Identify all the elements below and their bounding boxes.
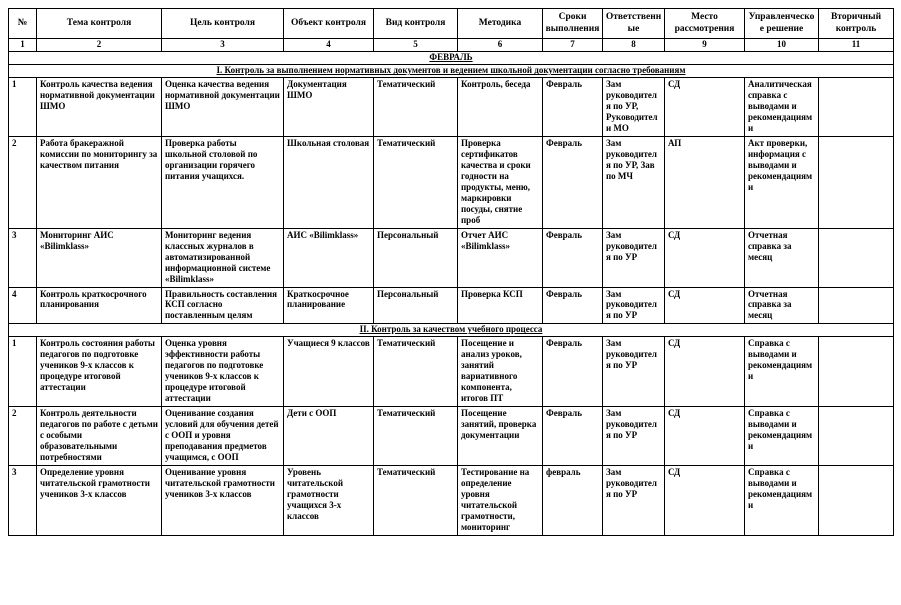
table-row (9, 78, 894, 137)
table-cell (819, 228, 894, 287)
table-cell: Зам руководителя по УР, Руководители МО (603, 78, 665, 137)
table-cell (819, 287, 894, 324)
table-cell: февраль (543, 466, 603, 536)
column-number: 3 (162, 39, 284, 52)
table-cell: Зам руководителя по УР (603, 337, 665, 407)
col-header-goal: Цель контроля (162, 9, 284, 39)
table-row (9, 337, 894, 407)
control-plan-table (8, 8, 894, 536)
table-cell: Контроль краткосрочного планирования (37, 287, 162, 324)
row-number-cell: 4 (9, 287, 37, 324)
table-cell: Февраль (543, 136, 603, 228)
table-cell: Краткосрочное планирование (284, 287, 374, 324)
table-cell: Отчет АИС «Bilimklass» (458, 228, 543, 287)
table-cell: Отчетная справка за месяц (745, 287, 819, 324)
table-cell: Школьная столовая (284, 136, 374, 228)
column-number: 5 (374, 39, 458, 52)
table-cell: Посещение занятий, проверка документации (458, 407, 543, 466)
header-row (9, 9, 894, 39)
col-header-review-place: Место рассмотрения (665, 9, 745, 39)
column-number: 11 (819, 39, 894, 52)
table-cell: Мониторинг АИС «Bilimklass» (37, 228, 162, 287)
table-cell: Февраль (543, 337, 603, 407)
table-cell: Мониторинг ведения классных журналов в автоматизированной информационной системе «Bilimklass» (162, 228, 284, 287)
column-number: 7 (543, 39, 603, 52)
month-band (9, 52, 894, 65)
table-cell: Работа бракеражной комиссии по мониторингу за качеством питания (37, 136, 162, 228)
table-cell: Аналитическая справка с выводами и рекомендациями (745, 78, 819, 137)
section-row (9, 65, 894, 78)
table-cell: АП (665, 136, 745, 228)
table-cell: СД (665, 78, 745, 137)
section-title-cell (9, 324, 894, 337)
column-number: 4 (284, 39, 374, 52)
table-cell: СД (665, 337, 745, 407)
table-cell: СД (665, 466, 745, 536)
table-cell: Персональный (374, 287, 458, 324)
column-number: 8 (603, 39, 665, 52)
table-cell: Февраль (543, 287, 603, 324)
month-band-row (9, 52, 894, 65)
table-cell: Проверка сертификатов качества и сроки годности на продукты, меню, маркировки посуды, снятие проб (458, 136, 543, 228)
table-cell: Тематический (374, 337, 458, 407)
col-header-theme: Тема контроля (37, 9, 162, 39)
table-cell: Уровень читательской грамотности учащихся 3-х классов (284, 466, 374, 536)
table-cell: Тематический (374, 78, 458, 137)
column-number: 10 (745, 39, 819, 52)
table-cell: Февраль (543, 78, 603, 137)
table-cell: Проверка КСП (458, 287, 543, 324)
table-cell: Оценка уровня эффективности работы педагогов по подготовке учеников 9-х классов к процедуре итоговой аттестации (162, 337, 284, 407)
table-cell (819, 466, 894, 536)
row-number-cell: 3 (9, 466, 37, 536)
table-cell: Акт проверки, информация с выводами и рекомендациями (745, 136, 819, 228)
row-number-cell: 1 (9, 337, 37, 407)
table-cell: Проверка работы школьной столовой по организации горячего питания учащихся. (162, 136, 284, 228)
table-cell (819, 337, 894, 407)
row-number-cell: 1 (9, 78, 37, 137)
table-cell: Тематический (374, 466, 458, 536)
col-header-type: Вид контроля (374, 9, 458, 39)
col-header-number: № (9, 9, 37, 39)
col-header-deadline: Сроки выполнения (543, 9, 603, 39)
section-title: I. Контроль за выполнением нормативных документов и ведением школьной документации согласно требованиям (216, 65, 686, 76)
column-number: 9 (665, 39, 745, 52)
row-number-cell: 3 (9, 228, 37, 287)
table-cell: Контроль состояния работы педагогов по подготовке учеников 9-х классов к процедуре итоговой аттестации (37, 337, 162, 407)
table-cell: Правильность составления КСП согласно поставленным целям (162, 287, 284, 324)
table-cell: Документация ШМО (284, 78, 374, 137)
table-row (9, 287, 894, 324)
table-cell: Тестирование на определение уровня читательской грамотности, мониторинг (458, 466, 543, 536)
table-body (9, 52, 894, 536)
table-cell: Справка с выводами и рекомендациями (745, 466, 819, 536)
section-row (9, 324, 894, 337)
table-cell: Зам руководителя по УР (603, 407, 665, 466)
col-header-responsible: Ответственные (603, 9, 665, 39)
column-number-row (9, 39, 894, 52)
table-cell: СД (665, 407, 745, 466)
table-cell: Контроль, беседа (458, 78, 543, 137)
table-cell: Оценивание уровня читательской грамотности учеников 3-х классов (162, 466, 284, 536)
table-cell: СД (665, 287, 745, 324)
table-cell: Справка с выводами и рекомендациями (745, 337, 819, 407)
table-cell (819, 78, 894, 137)
table-cell: Тематический (374, 407, 458, 466)
column-number: 2 (37, 39, 162, 52)
table-cell: Оценка качества ведения нормативной документации ШМО (162, 78, 284, 137)
month-band-label: ФЕВРАЛЬ (429, 52, 473, 63)
table-cell: СД (665, 228, 745, 287)
table-cell: Посещение и анализ уроков, занятий вариативного компонента, итогов ПТ (458, 337, 543, 407)
table-cell: Зам руководителя по УР (603, 228, 665, 287)
table-cell (819, 136, 894, 228)
section-title-cell (9, 65, 894, 78)
col-header-method: Методика (458, 9, 543, 39)
table-cell: Зам руководителя по УР (603, 466, 665, 536)
table-row (9, 228, 894, 287)
table-cell: Февраль (543, 407, 603, 466)
table-cell: Зам руководителя по УР, Зав по МЧ (603, 136, 665, 228)
table-cell: Персональный (374, 228, 458, 287)
row-number-cell: 2 (9, 136, 37, 228)
table-cell: Справка с выводами и рекомендациями (745, 407, 819, 466)
col-header-secondary-control: Вторичный контроль (819, 9, 894, 39)
table-cell: Февраль (543, 228, 603, 287)
table-cell: Контроль деятельности педагогов по работе с детьми с особыми образовательными потребностями (37, 407, 162, 466)
row-number-cell: 2 (9, 407, 37, 466)
table-cell: Дети с ООП (284, 407, 374, 466)
section-title: II. Контроль за качеством учебного процесса (359, 324, 543, 335)
table-header (9, 9, 894, 52)
table-cell: Определение уровня читательской грамотности учеников 3-х классов (37, 466, 162, 536)
column-number: 6 (458, 39, 543, 52)
table-cell: Учащиеся 9 классов (284, 337, 374, 407)
table-cell: Оценивание создания условий для обучения детей с ООП и уровня преподавания предметов учащимся, с ООП (162, 407, 284, 466)
column-number: 1 (9, 39, 37, 52)
table-cell (819, 407, 894, 466)
table-row (9, 466, 894, 536)
col-header-management-decision: Управленческое решение (745, 9, 819, 39)
table-row (9, 136, 894, 228)
table-row (9, 407, 894, 466)
table-cell: Отчетная справка за месяц (745, 228, 819, 287)
table-cell: Контроль качества ведения нормативной документации ШМО (37, 78, 162, 137)
col-header-object: Объект контроля (284, 9, 374, 39)
table-cell: Тематический (374, 136, 458, 228)
table-cell: АИС «Bilimklass» (284, 228, 374, 287)
table-cell: Зам руководителя по УР (603, 287, 665, 324)
